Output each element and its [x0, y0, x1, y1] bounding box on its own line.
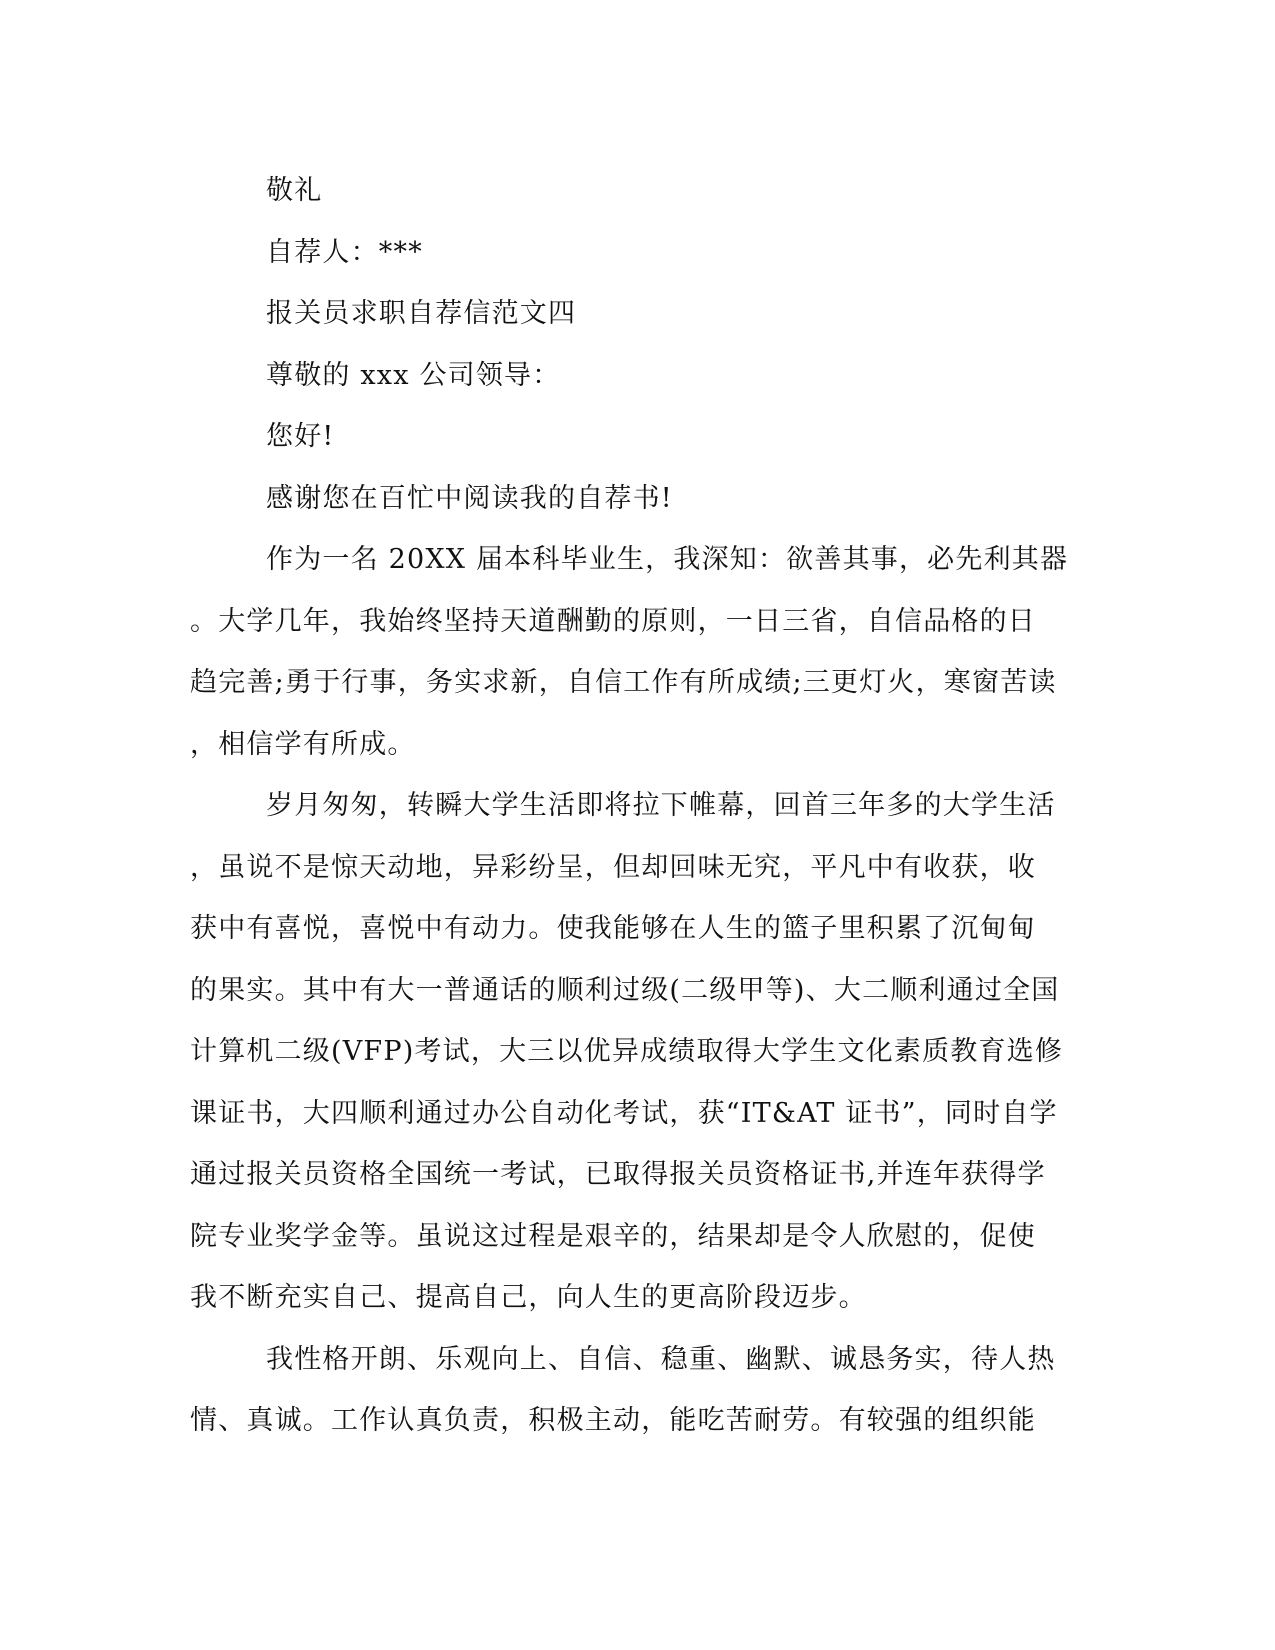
paragraph-2-line: ，虽说不是惊天动地，异彩纷呈，但却回味无究，平凡中有收获，收: [190, 851, 1036, 883]
paragraph-3-line: 我性格开朗、乐观向上、自信、稳重、幽默、诚恳务实，待人热: [266, 1343, 1056, 1375]
greeting-hello: 您好!: [266, 421, 335, 452]
paragraph-2-line: 通过报关员资格全国统一考试，已取得报关员资格证书,并连年获得学: [190, 1159, 1046, 1190]
paragraph-1-line: 趋完善;勇于行事，务实求新，自信工作有所成绩;三更灯火，寒窗苦读: [190, 667, 1057, 698]
paragraph-1-line: 作为一名 20XX 届本科毕业生，我深知：欲善其事，必先利其器: [266, 544, 1069, 575]
signature-line: 自荐人：***: [266, 236, 423, 268]
paragraph-1-line: ，相信学有所成。: [190, 728, 416, 760]
paragraph-3-line: 情、真诚。工作认真负责，积极主动，能吃苦耐劳。有较强的组织能: [190, 1405, 1036, 1436]
paragraph-2-line: 岁月匆匆，转瞬大学生活即将拉下帷幕，回首三年多的大学生活: [266, 790, 1056, 821]
paragraph-2-line: 我不断充实自己、提高自己，向人生的更高阶段迈步。: [190, 1282, 867, 1313]
paragraph-2-line: 院专业奖学金等。虽说这过程是艰辛的，结果却是令人欣慰的，促使: [190, 1220, 1036, 1252]
paragraph-1-line: 。大学几年，我始终坚持天道酬勤的原则，一日三省，自信品格的日: [190, 605, 1036, 637]
document-body: [190, 160, 1090, 1452]
paragraph-2-line: 获中有喜悦，喜悦中有动力。使我能够在人生的篮子里积累了沉甸甸: [190, 913, 1036, 944]
section-title: 报关员求职自荐信范文四: [266, 298, 577, 329]
paragraph-2-line: 计算机二级(VFP)考试，大三以优异成绩取得大学生文化素质教育选修: [190, 1036, 1064, 1067]
greeting-recipient: 尊敬的 xxx 公司领导：: [266, 359, 561, 391]
thanks-line: 感谢您在百忙中阅读我的自荐书!: [266, 482, 673, 514]
closing-salutation: 敬礼: [266, 175, 323, 206]
paragraph-2-line: 课证书，大四顺利通过办公自动化考试，获“IT&AT 证书”，同时自学: [190, 1097, 1058, 1129]
paragraph-2-line: 的果实。其中有大一普通话的顺利过级(二级甲等)、大二顺利通过全国: [190, 974, 1060, 1006]
